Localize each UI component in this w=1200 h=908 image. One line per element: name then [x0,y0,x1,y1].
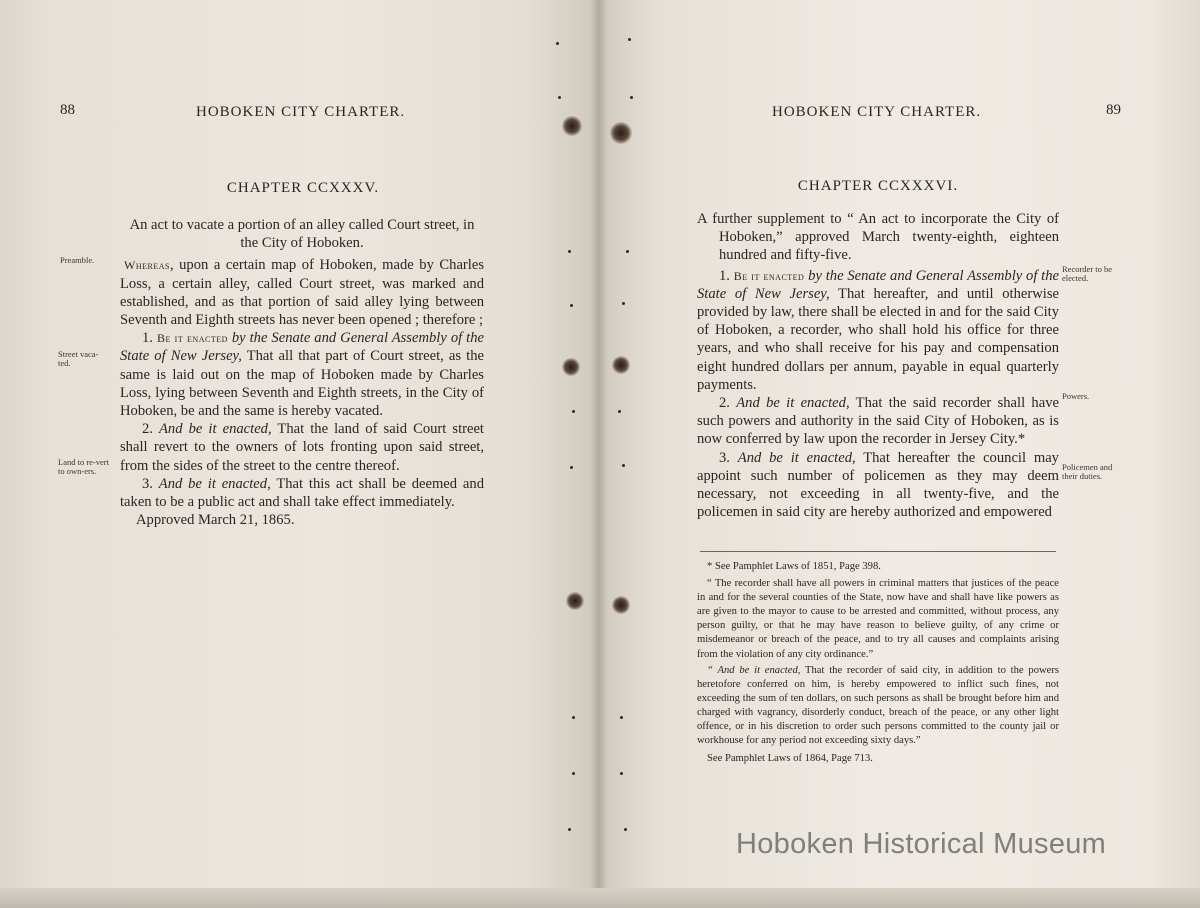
section-text: That all that part of Court street, as the same is laid out on the map of Hoboken made by Charles Loss, lying between Seventh and Eighth streets, in the City of Hoboken, be and the same is hereby vacated. [120,348,484,420]
section-1-right [697,267,1059,394]
binding-hole [558,96,561,99]
chapter-title-right: CHAPTER CCXXXVI. [797,178,959,194]
preamble-lead: Whereas [124,258,170,273]
section-2-right [697,394,1059,449]
footnote-text: That the recorder of said city, in addition to the powers heretofore conferred on him, is hereby empowered to inflict such fines, not exceeding the sum of ten dollars, on such persons as shall be brought before him and charged with vagrancy, disorderly conduct, breach of the peace, or any other light offence, or in his discretion to order such persons committed to the county jail or workhouse for any period not exceeding sixty days.” [697,664,1059,747]
footnote-enacting-clause: “ And be it enacted, [707,664,801,676]
footnote-quote-1: “ The recorder shall have all powers in criminal matters that justices of the peace in and for the several counties of the State, now have and shall have like powers as are given to the mayor to cause to be arrested and committed, without process, any person guilty, or that he may have reason to believe guilty, of any crime or misdemeanor or breach of the peace, and to try all causes and complaints arising from the violation of any city ordinance.” [697,578,1059,660]
binding-hole [570,466,573,469]
binding-hole [562,116,582,136]
footnote-ref-1: * See Pamphlet Laws of 1851, Page 398. [707,561,881,572]
binding-hole [562,358,580,376]
page-number-right: 89 [1106,102,1121,118]
section-text: That hereafter the council may appoint such number of policemen as they may deem necessary, not exceeding in all twenty-five, and the policemen in said city are hereby authorized and empowered [697,449,1059,521]
sidenote-policemen: Policemen and their duties. [1062,462,1113,481]
preamble-text: , upon a certain map of Hoboken, made by Charles Loss, a certain alley, called Court street, was marked and established, and as that portion of said alley lying between Seventh and Eighth streets has never been opened ; therefore ; [120,257,484,329]
enacting-clause: And be it enacted, [158,475,271,492]
binding-hole [556,42,559,45]
left-page-body [120,216,484,529]
binding-hole [566,592,584,610]
section-2-left [120,420,484,475]
section-number: 1. [142,330,153,347]
section-1-left [120,329,484,420]
binding-hole [626,250,629,253]
section-number: 3. [719,449,730,466]
binding-hole [612,356,630,374]
approved-date: Approved March 21, 1865. [136,512,295,529]
binding-hole [612,596,630,614]
footnotes [697,560,1059,766]
footnote-quote-2 [697,664,1059,749]
page-number-left: 88 [60,102,75,118]
sidenote-land-revert: Land to re-vert to own-ers. [58,457,109,476]
binding-hole [618,410,621,413]
sidenote-powers: Powers. [1062,391,1090,401]
footnote-rule [700,551,1056,552]
binding-hole [628,38,631,41]
enacting-lead: Be it enacted [156,331,228,346]
enacting-clause: by the Senate and General Assembly of the State of New Jersey, [697,267,1059,302]
binding-hole [620,772,623,775]
running-head-right: HOBOKEN CITY CHARTER. [772,104,982,120]
binding-hole [568,250,571,253]
enacting-clause: And be it enacted, [736,395,850,412]
section-text: That the said recorder shall have such powers and authority in the said City of Hoboken, as is now conferred by law upon the recorder in Jersey City.* [697,395,1059,448]
binding-hole [570,304,573,307]
binding-hole [572,772,575,775]
sidenote-preamble: Preamble. [60,255,95,265]
act-title-left: An act to vacate a portion of an alley called Court street, in the City of Hoboken. [129,217,475,252]
binding-hole [630,96,633,99]
binding-hole [622,464,625,467]
enacting-clause: by the Senate and General Assembly of the State of New Jersey, [120,330,484,365]
binding-hole [610,122,632,144]
preamble-paragraph [120,256,484,329]
section-3-right [697,449,1059,522]
binding-hole [572,410,575,413]
footnote-ref-2: See Pamphlet Laws of 1864, Page 713. [707,753,873,765]
section-text: That this act shall be deemed and taken to be a public act and shall take effect immediately. [120,475,484,511]
book-gutter [590,0,608,908]
section-number: 3. [142,475,153,492]
section-number: 2. [142,421,153,438]
section-number: 2. [719,395,730,412]
sidenote-recorder: Recorder to be elected. [1062,264,1113,283]
page-bottom-edge [0,888,1200,908]
right-page-body [697,210,1059,521]
binding-hole [620,716,623,719]
enacting-clause: And be it enacted, [737,449,856,466]
act-title-right: A further supplement to “ An act to incorporate the City of Hoboken,” approved March twenty-eighth, eighteen hundred and fifty-five. [697,211,1059,264]
binding-hole [624,828,627,831]
sidenote-street-vacated: Street vaca-ted. [58,349,99,368]
enacting-clause: And be it enacted, [159,421,272,438]
section-text: That the land of said Court street shall revert to the owners of lots fronting upon said street, from the sides of the street to the centre thereof. [120,421,484,474]
binding-hole [568,828,571,831]
enacting-lead: Be it enacted [733,268,805,283]
running-head-left: HOBOKEN CITY CHARTER. [196,104,406,120]
binding-hole [572,716,575,719]
binding-hole [622,302,625,305]
chapter-title-left: CHAPTER CCXXXV. [226,180,380,196]
watermark-text: Hoboken Historical Museum [736,828,1107,860]
section-3-left [120,475,484,511]
section-text: That hereafter, and until otherwise provided by law, there shall be elected in and for the said City of Hoboken, a recorder, who shall hold his office for three years, and who shall receive for his pay and compensation eight hundred dollars per annum, payable in equal quarterly payments. [697,285,1059,393]
section-number: 1. [719,267,730,284]
